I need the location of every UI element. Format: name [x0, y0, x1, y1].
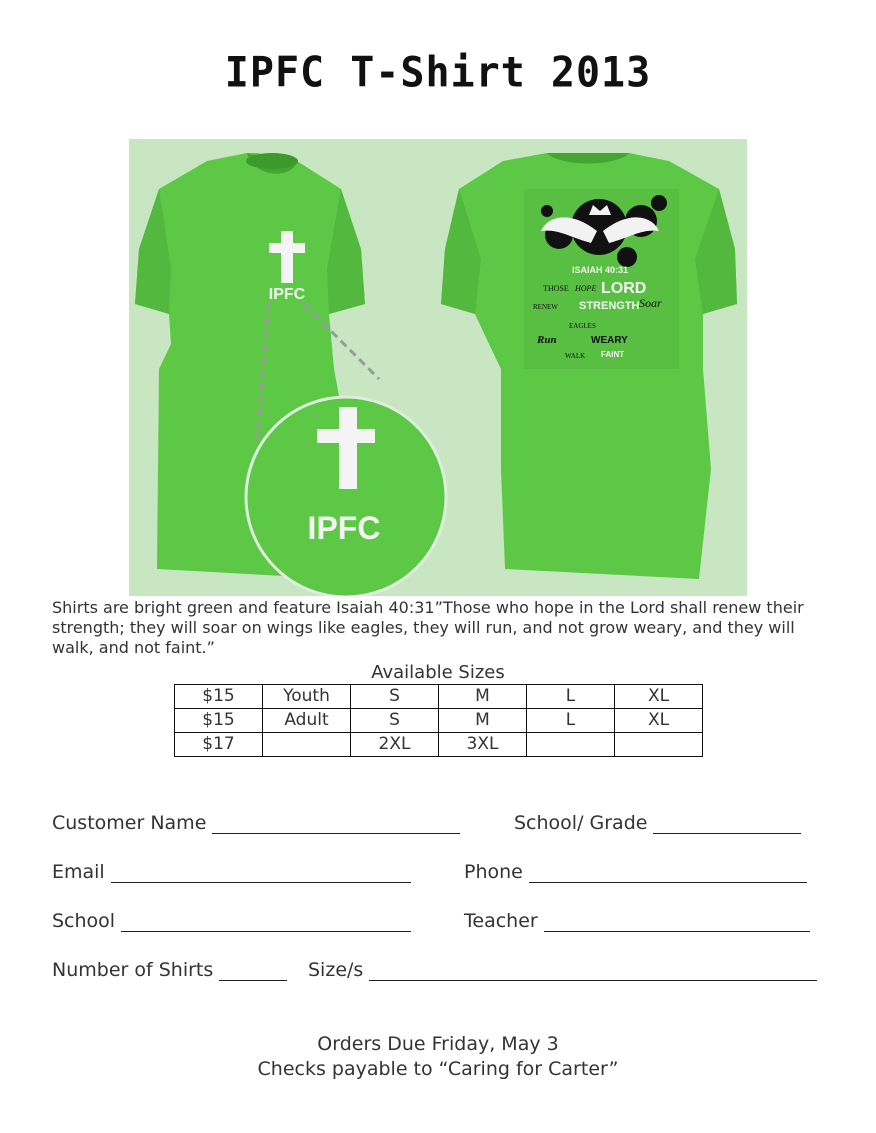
shirt-description: Shirts are bright green and feature Isaiah 40:31”Those who hope in the Lord shall renew their strength; they will soar on wings like eagles, they will run, and not grow weary, and they will walk, and not faint.”: [52, 598, 804, 657]
size-cell: M: [439, 709, 527, 733]
size-cell: M: [439, 685, 527, 709]
customer-name-line[interactable]: [212, 817, 460, 834]
size-cell: L: [527, 709, 615, 733]
size-cell: XL: [615, 709, 703, 733]
group-cell: [263, 733, 351, 757]
back-word-run: Run: [537, 334, 557, 346]
school-field[interactable]: [52, 910, 411, 932]
school-grade-line[interactable]: [653, 817, 801, 834]
phone-label: Phone: [464, 861, 523, 883]
back-word-weary: WEARY: [591, 335, 628, 346]
size-cell: S: [351, 709, 439, 733]
back-word-soar: Soar: [639, 296, 662, 310]
size-cell: [527, 733, 615, 757]
sizes-line[interactable]: [369, 964, 817, 981]
school-grade-field[interactable]: [514, 812, 801, 834]
email-line[interactable]: [111, 866, 411, 883]
checks-payable-text: Checks payable to “Caring for Carter”: [257, 1058, 619, 1080]
table-row: [175, 733, 703, 757]
sizes-label: Size/s: [308, 959, 364, 981]
zoom-logo-text: IPFC: [307, 510, 381, 546]
school-grade-label: School/ Grade: [514, 812, 648, 834]
teacher-line[interactable]: [544, 915, 810, 932]
number-of-shirts-line[interactable]: [219, 964, 287, 981]
phone-field[interactable]: [464, 861, 807, 883]
back-word-renew: RENEW: [533, 303, 558, 311]
price-cell: $17: [175, 733, 263, 757]
size-cell: 2XL: [351, 733, 439, 757]
sizes-field[interactable]: [308, 959, 817, 981]
back-word-faint: FAINT: [601, 350, 625, 359]
table-row: [175, 685, 703, 709]
school-label: School: [52, 910, 116, 932]
email-field[interactable]: [52, 861, 411, 883]
size-cell: XL: [615, 685, 703, 709]
school-line[interactable]: [121, 915, 411, 932]
back-word-those: THOSE: [543, 284, 569, 293]
phone-line[interactable]: [529, 866, 807, 883]
size-cell: [615, 733, 703, 757]
size-cell: 3XL: [439, 733, 527, 757]
back-word-eagles: EAGLES: [569, 322, 596, 330]
sizes-table: [174, 684, 703, 757]
zoom-circle: [246, 397, 446, 596]
page-title: IPFC T-Shirt 2013: [224, 48, 652, 98]
orders-due-text: Orders Due Friday, May 3: [317, 1033, 559, 1055]
table-row: [175, 709, 703, 733]
back-word-strength: STRENGTH: [579, 300, 640, 312]
tshirt-photo: [129, 139, 747, 596]
size-cell: L: [527, 685, 615, 709]
teacher-label: Teacher: [464, 910, 538, 932]
back-word-lord: LORD: [601, 280, 647, 297]
customer-name-field[interactable]: [52, 812, 460, 834]
group-cell: Youth: [263, 685, 351, 709]
teacher-field[interactable]: [464, 910, 810, 932]
number-of-shirts-label: Number of Shirts: [52, 959, 214, 981]
size-cell: S: [351, 685, 439, 709]
back-heading-text: ISAIAH 40:31: [571, 265, 629, 275]
group-cell: Adult: [263, 709, 351, 733]
number-of-shirts-field[interactable]: [52, 959, 287, 981]
email-label: Email: [52, 861, 105, 883]
sizes-caption: Available Sizes: [371, 662, 505, 683]
customer-name-label: Customer Name: [52, 812, 207, 834]
front-logo-text: IPFC: [268, 286, 306, 303]
back-word-walk: WALK: [565, 352, 586, 360]
price-cell: $15: [175, 709, 263, 733]
back-word-hope: HOPE: [575, 284, 597, 293]
price-cell: $15: [175, 685, 263, 709]
